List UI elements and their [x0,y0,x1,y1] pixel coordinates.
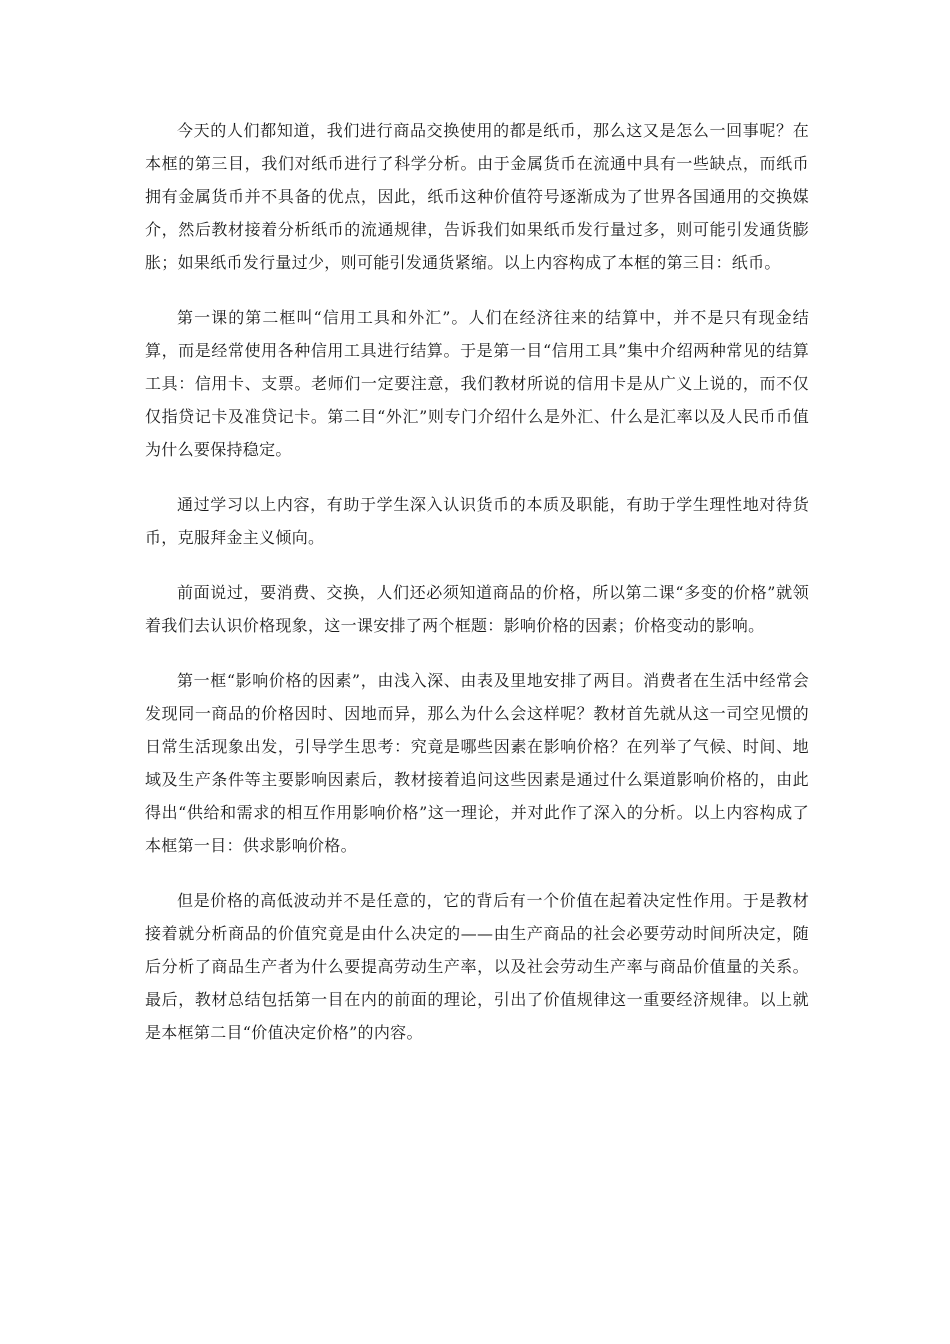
document-body [145,114,809,1071]
paragraph-credit-and-forex: 第一课的第二框叫“信用工具和外汇”。人们在经济往来的结算中，并不是只有现金结算，而是经常使用各种信用工具进行结算。于是第一目“信用工具”集中介绍两种常见的结算工具：信用卡、支票。老师们一定要注意，我们教材所说的信用卡是从广义上说的，而不仅仅指贷记卡及准贷记卡。第二目“外汇”则专门介绍什么是外汇、什么是汇率以及人民币币值为什么要保持稳定。 [145,308,809,459]
paragraph-lesson-two-intro: 前面说过，要消费、交换，人们还必须知道商品的价格，所以第二课“多变的价格”就领着我们去认识价格现象，这一课安排了两个框题：影响价格的因素；价格变动的影响。 [145,583,809,635]
paragraph-price-factors: 第一框“影响价格的因素”，由浅入深、由表及里地安排了两目。消费者在生活中经常会发现同一商品的价格因时、因地而异，那么为什么会这样呢？教材首先就从这一司空见惯的日常生活现象出发，引导学生思考：究竟是哪些因素在影响价格？在列举了气候、时间、地域及生产条件等主要影响因素后，教材接着追问这些因素是通过什么渠道影响价格的，由此得出“供给和需求的相互作用影响价格”这一理论，并对此作了深入的分析。以上内容构成了本框第一目：供求影响价格。 [145,671,809,855]
paragraph-value-determines-price: 但是价格的高低波动并不是任意的，它的背后有一个价值在起着决定性作用。于是教材接着就分析商品的价值究竟是由什么决定的——由生产商品的社会必要劳动时间所决定，随后分析了商品生产者为什么要提高劳动生产率，以及社会劳动生产率与商品价值量的关系。最后，教材总结包括第一目在内的前面的理论，引出了价值规律这一重要经济规律。以上就是本框第二目“价值决定价格”的内容。 [145,891,809,1042]
paragraph-learning-benefit: 通过学习以上内容，有助于学生深入认识货币的本质及职能，有助于学生理性地对待货币，克服拜金主义倾向。 [145,495,809,547]
paragraph-paper-money: 今天的人们都知道，我们进行商品交换使用的都是纸币，那么这又是怎么一回事呢？在本框的第三目，我们对纸币进行了科学分析。由于金属货币在流通中具有一些缺点，而纸币拥有金属货币并不具备的优点，因此，纸币这种价值符号逐渐成为了世界各国通用的交换媒介，然后教材接着分析纸币的流通规律，告诉我们如果纸币发行量过多，则可能引发通货膨胀；如果纸币发行量过少，则可能引发通货紧缩。以上内容构成了本框的第三目：纸币。 [145,121,809,272]
